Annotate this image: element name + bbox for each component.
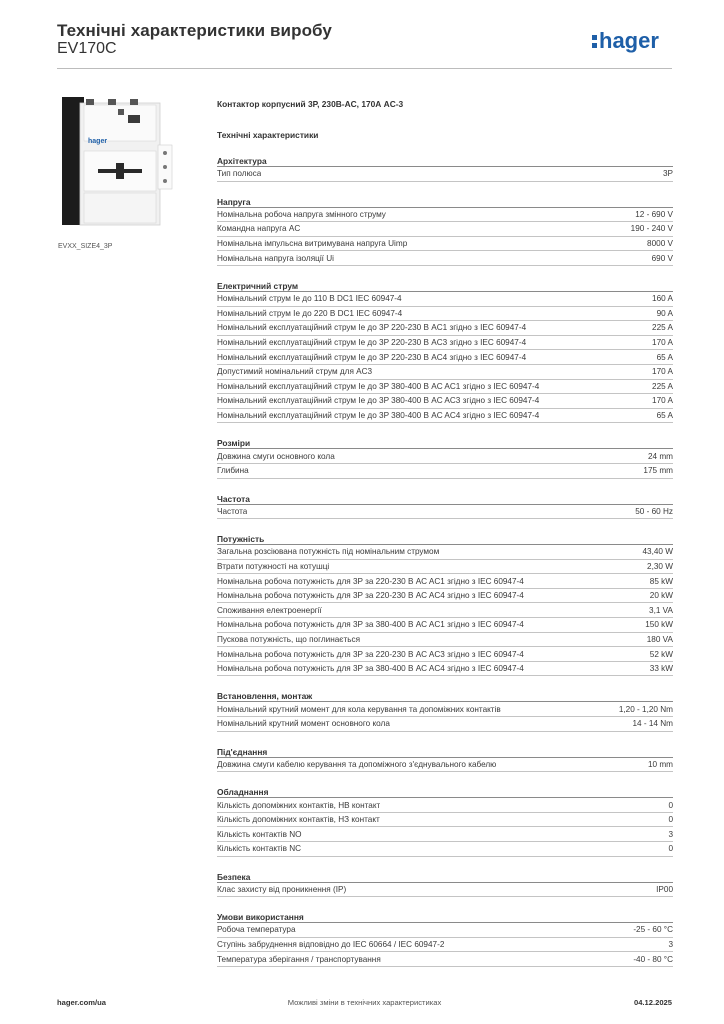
spec-value: 3,1 VA <box>649 605 673 615</box>
spec-row <box>217 321 673 336</box>
section-title: Встановлення, монтаж <box>217 690 673 702</box>
spec-row <box>217 798 673 813</box>
spec-label: Командна напруга AC <box>217 224 301 234</box>
spec-row <box>217 394 673 409</box>
spec-label: Ступінь забруднення відповідно до IEC 60664 / IEC 60947-2 <box>217 940 445 950</box>
spec-row <box>217 350 673 365</box>
spec-section <box>217 280 673 423</box>
spec-value: 24 mm <box>647 451 673 461</box>
spec-row <box>217 208 673 223</box>
spec-value: 690 V <box>651 253 673 263</box>
spec-row <box>217 336 673 351</box>
spec-value: 33 kW <box>649 664 673 674</box>
spec-value: 2,30 W <box>647 561 673 571</box>
spec-value: 175 mm <box>643 466 673 476</box>
spec-label: Втрати потужності на котушці <box>217 561 330 571</box>
spec-row <box>217 647 673 662</box>
spec-row <box>217 827 673 842</box>
spec-label: Довжина смуги кабелю керування та допоміжного з'єднувального кабелю <box>217 759 497 769</box>
spec-label: Номінальний експлуатаційний струм Ie до 3P 220-230 В AC4 згідно з IEC 60947-4 <box>217 352 527 362</box>
spec-row <box>217 717 673 732</box>
spec-value: 85 kW <box>649 576 673 586</box>
spec-value: 0 <box>668 844 673 854</box>
spec-row <box>217 633 673 648</box>
spec-label: Тип полюса <box>217 169 262 179</box>
spec-label: Номінальний крутний момент основного кола <box>217 719 390 729</box>
spec-row <box>217 167 673 182</box>
spec-label: Температура зберігання / транспортування <box>217 954 381 964</box>
spec-label: Номінальна робоча потужність для 3P за 220-230 В AC AC1 згідно з IEC 60947-4 <box>217 576 524 586</box>
spec-label: Номінальна робоча потужність для 3P за 380-400 В AC AC1 згідно з IEC 60947-4 <box>217 620 524 630</box>
spec-row <box>217 952 673 967</box>
spec-row <box>217 938 673 953</box>
spec-value: 3 <box>668 940 673 950</box>
spec-label: Номінальна робоча потужність для 3P за 220-230 В AC AC3 згідно з IEC 60947-4 <box>217 649 524 659</box>
product-model: EV170C <box>57 40 117 57</box>
spec-value: 180 VA <box>646 634 673 644</box>
footer-website[interactable]: hager.com/ua <box>57 998 106 1007</box>
page-footer <box>57 998 672 1010</box>
header-divider <box>57 68 672 69</box>
spec-label: Кількість допоміжних контактів, НВ контакт <box>217 800 381 810</box>
footer-notice: Можливі зміни в технічних характеристиках <box>287 998 442 1007</box>
spec-value: 10 mm <box>647 759 673 769</box>
spec-label: Глибина <box>217 466 249 476</box>
spec-label: Робоча температура <box>217 925 296 935</box>
spec-label: Номінальна імпульсна витримувана напруга Uimp <box>217 239 408 249</box>
spec-label: Номінальна робоча напруга змінного струму <box>217 209 386 219</box>
spec-row <box>217 222 673 237</box>
spec-value: 20 kW <box>649 591 673 601</box>
spec-value: IP00 <box>656 884 673 894</box>
spec-section <box>217 196 673 266</box>
spec-row <box>217 365 673 380</box>
spec-section <box>217 746 673 773</box>
spec-row <box>217 842 673 857</box>
spec-label: Номінальний крутний момент для кола керування та допоміжних контактів <box>217 704 501 714</box>
spec-section <box>217 437 673 478</box>
section-title: Архітектура <box>217 155 673 167</box>
spec-value: 65 A <box>656 411 673 421</box>
spec-label: Допустимий номінальний струм для AC3 <box>217 367 373 377</box>
spec-row <box>217 758 673 773</box>
spec-value: -25 - 60 °C <box>633 925 673 935</box>
spec-row <box>217 883 673 898</box>
spec-value: -40 - 80 °C <box>633 954 673 964</box>
spec-value: 170 A <box>652 396 673 406</box>
spec-section <box>217 533 673 676</box>
spec-value: 8000 V <box>647 239 673 249</box>
spec-label: Кількість контактів NO <box>217 829 302 839</box>
spec-label: Номінальний експлуатаційний струм Ie до 3P 380-400 В AC AC1 згідно з IEC 60947-4 <box>217 381 540 391</box>
spec-label: Номінальний експлуатаційний струм Ie до 3P 380-400 В AC AC3 згідно з IEC 60947-4 <box>217 396 540 406</box>
section-title: Частота <box>217 493 673 505</box>
spec-label: Загальна розсіювана потужність під номінальним струмом <box>217 547 440 557</box>
spec-content <box>217 98 673 967</box>
spec-section <box>217 155 673 182</box>
spec-section <box>217 786 673 856</box>
spec-row <box>217 307 673 322</box>
product-name: Контактор корпусний 3P, 230В-AC, 170А AC-3 <box>217 99 404 109</box>
spec-row <box>217 813 673 828</box>
spec-value: 3P <box>662 169 673 179</box>
spec-label: Номінальний струм Ie до 110 В DC1 IEC 60947-4 <box>217 294 402 304</box>
spec-label: Кількість допоміжних контактів, НЗ контакт <box>217 815 380 825</box>
spec-row <box>217 464 673 479</box>
spec-value: 50 - 60 Hz <box>635 506 673 516</box>
spec-row <box>217 505 673 520</box>
section-title: Розміри <box>217 437 673 449</box>
page-title: Технічні характеристики виробу <box>57 21 332 40</box>
spec-label: Споживання електроенергії <box>217 605 322 615</box>
spec-sections <box>217 155 673 967</box>
spec-value: 225 A <box>652 381 673 391</box>
logo-text: hager <box>599 28 659 53</box>
section-title: Електричний струм <box>217 280 673 292</box>
spec-value: 170 A <box>652 338 673 348</box>
spec-label: Номінальна робоча потужність для 3P за 380-400 В AC AC4 згідно з IEC 60947-4 <box>217 664 524 674</box>
spec-row <box>217 545 673 560</box>
product-image <box>58 95 188 232</box>
spec-value: 150 kW <box>645 620 673 630</box>
section-title: Під'єднання <box>217 746 673 758</box>
spec-value: 52 kW <box>649 649 673 659</box>
device-brand-label: hager <box>88 138 108 145</box>
spec-value: 43,40 W <box>642 547 673 557</box>
spec-value: 170 A <box>652 367 673 377</box>
spec-value: 0 <box>668 815 673 825</box>
spec-value: 3 <box>668 829 673 839</box>
spec-label: Номінальний експлуатаційний струм Ie до 3P 220-230 В AC3 згідно з IEC 60947-4 <box>217 338 527 348</box>
spec-label: Довжина смуги основного кола <box>217 451 335 461</box>
spec-row <box>217 702 673 717</box>
spec-label: Номінальна напруга ізоляції Ui <box>217 253 334 263</box>
spec-row <box>217 662 673 677</box>
spec-row <box>217 618 673 633</box>
section-title: Напруга <box>217 196 673 208</box>
section-title: Умови використання <box>217 911 673 923</box>
spec-row <box>217 292 673 307</box>
spec-row <box>217 923 673 938</box>
spec-value: 160 A <box>652 294 673 304</box>
image-caption: EVXX_SIZE4_3P <box>58 243 113 250</box>
spec-value: 190 - 240 V <box>630 224 673 234</box>
footer-date: 04.12.2025 <box>633 998 672 1007</box>
section-title: Обладнання <box>217 786 673 798</box>
spec-label: Частота <box>217 506 248 516</box>
spec-row <box>217 237 673 252</box>
spec-value: 14 - 14 Nm <box>632 719 673 729</box>
spec-label: Номінальна робоча потужність для 3P за 220-230 В AC AC4 згідно з IEC 60947-4 <box>217 591 524 601</box>
specs-heading: Технічні характеристики <box>217 130 319 140</box>
spec-value: 0 <box>668 800 673 810</box>
spec-section <box>217 493 673 520</box>
spec-section <box>217 871 673 898</box>
section-title: Потужність <box>217 533 673 545</box>
hager-logo <box>591 26 675 56</box>
spec-label: Кількість контактів NC <box>217 844 302 854</box>
spec-row <box>217 251 673 266</box>
spec-row <box>217 560 673 575</box>
spec-value: 65 A <box>656 352 673 362</box>
spec-value: 12 - 690 V <box>635 209 673 219</box>
spec-row <box>217 449 673 464</box>
spec-row <box>217 589 673 604</box>
spec-label: Номінальний струм Ie до 220 В DC1 IEC 60947-4 <box>217 308 403 318</box>
spec-value: 225 A <box>652 323 673 333</box>
spec-section <box>217 690 673 731</box>
spec-label: Клас захисту від проникнення (IP) <box>217 884 347 894</box>
spec-label: Номінальний експлуатаційний струм Ie до 3P 380-400 В AC AC4 згідно з IEC 60947-4 <box>217 411 540 421</box>
spec-value: 90 A <box>656 308 673 318</box>
spec-section <box>217 911 673 967</box>
spec-label: Пускова потужність, що поглинається <box>217 634 361 644</box>
spec-row <box>217 574 673 589</box>
spec-row <box>217 380 673 395</box>
spec-row <box>217 603 673 618</box>
spec-value: 1,20 - 1,20 Nm <box>618 704 673 714</box>
spec-row <box>217 409 673 424</box>
section-title: Безпека <box>217 871 673 883</box>
spec-label: Номінальний експлуатаційний струм Ie до 3P 220-230 В AC1 згідно з IEC 60947-4 <box>217 323 527 333</box>
